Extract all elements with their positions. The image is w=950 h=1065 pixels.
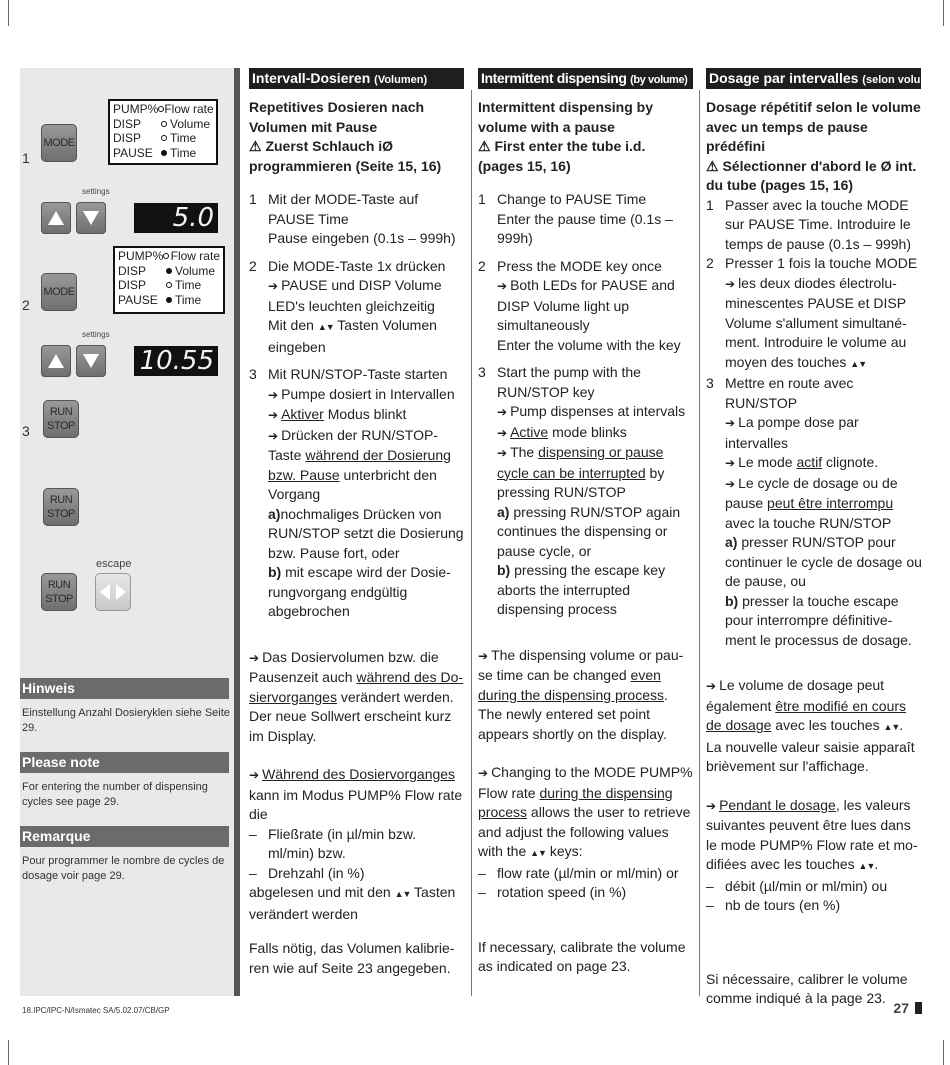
note-heading: Remarque xyxy=(20,826,229,847)
warning-icon: ⚠ xyxy=(478,138,491,154)
arrow-icon: ➔ xyxy=(497,446,508,460)
arrow-icon: ➔ xyxy=(706,798,717,813)
down-arrow-icon xyxy=(82,353,100,369)
up-down-icon: ▲▼ xyxy=(317,322,334,332)
up-down-icon: ▲▼ xyxy=(883,722,900,732)
left-right-arrow-icon xyxy=(98,582,128,602)
run-stop-key: RUN STOP xyxy=(43,400,79,438)
up-down-icon: ▲▼ xyxy=(858,861,875,871)
note-heading: Please note xyxy=(20,752,229,773)
paragraph: ➔ The dispensing volume or pau-se time can be changed even during the dispensing process. The newly entered set point appears shortly on the display. xyxy=(478,646,684,742)
arrow-icon: ➔ xyxy=(478,766,489,780)
escape-key xyxy=(95,573,131,611)
paragraph: If necessary, calibrate the volume as indicated on page 23. xyxy=(478,938,686,974)
section-subtitle: Dosage répétitif selon le volume avec un temps de pause prédéfini xyxy=(706,99,921,154)
step-item: 2 Press the MODE key once ➔ Both LEDs for PAUSE and DISP Volume light up simultaneously Enter the volume with the key xyxy=(478,257,681,353)
up-down-icon: ▲▼ xyxy=(850,358,867,369)
warning-icon: ⚠ xyxy=(249,138,262,154)
mode-key: MODE xyxy=(41,273,77,311)
column-heading-fr: Dosage par intervalles (selon volume) xyxy=(706,68,921,89)
arrow-icon: ➔ xyxy=(268,387,279,402)
arrow-icon: ➔ xyxy=(725,416,736,430)
paragraph: ➔ Während des Dosiervorganges kann im Modus PUMP% Flow rate die xyxy=(249,766,463,822)
warning-note: ⚠ Sélectionner d'abord le Ø int. du tube (pages 15, 16) xyxy=(706,157,917,193)
warning-icon: ⚠ xyxy=(706,157,719,174)
section-subtitle: Repetitives Dosieren nach Volumen mit Pause xyxy=(249,99,425,135)
value-list: – débit (µl/min or ml/min) ou – nb de tours (en %) xyxy=(706,877,888,913)
paragraph: abgelesen und mit den ▲▼ Tasten verändert werden xyxy=(249,884,456,922)
paragraph: ➔ Das Dosiervolumen bzw. die Pausenzeit auch während des Do-siervorganges verändert werden. Der neue Sollwert erscheint kurz im Display. xyxy=(249,648,464,744)
mode-key: MODE xyxy=(41,124,77,162)
run-stop-key: RUN STOP xyxy=(43,488,79,526)
arrow-icon: ➔ xyxy=(268,408,279,422)
value-list: – flow rate (µl/min or ml/min) or – rotation speed (in %) xyxy=(478,864,679,900)
up-down-icon: ▲▼ xyxy=(530,848,546,858)
step-item: 3 Mettre en route avec RUN/STOP ➔ La pompe dose par intervalles ➔ Le mode actif clignote. ➔ Le cycle de dosage ou de pause peut être interrompu avec la touche RUN/STOP a) presser RUN/STOP pour continuer le cycle de dosage ou de pause, ou b) presser la touche escape pour interrompre définitive-ment le processus de dosage. xyxy=(706,375,922,648)
paragraph: ➔ Changing to the MODE PUMP% Flow rate during the dispensing process allows the user to retrieve and adjust the following values with the ▲▼ keys: xyxy=(478,763,693,864)
section-subtitle: Intermittent dispensing by volume with a pause xyxy=(478,99,654,135)
up-key xyxy=(41,202,71,234)
column-heading-de: Intervall-Dosieren (Volumen) xyxy=(249,68,464,89)
arrow-icon: ➔ xyxy=(725,456,736,470)
lcd-display: 10.55 xyxy=(134,346,218,376)
step-item: 2 Die MODE-Taste 1x drücken ➔ PAUSE und DISP Volume LED's leuchten gleichzeitig Mit den ▲▼ Tasten Volumen eingeben xyxy=(249,257,446,355)
arrow-icon: ➔ xyxy=(497,425,508,440)
settings-label: settings xyxy=(82,330,110,339)
column-divider xyxy=(471,90,472,996)
crop-mark xyxy=(943,0,944,26)
column-de xyxy=(249,98,465,997)
run-stop-key: RUN STOP xyxy=(41,573,77,611)
up-arrow-icon xyxy=(47,353,65,369)
note-heading: Hinweis xyxy=(20,678,229,699)
crop-mark xyxy=(943,1040,944,1065)
paragraph: Falls nötig, das Volumen kalibrie-ren wie auf Seite 23 angegeben. xyxy=(249,940,455,976)
column-divider xyxy=(699,90,700,996)
note-text: For entering the number of dispensing cycles see page 29. xyxy=(22,781,208,808)
step-item: 3 Mit RUN/STOP-Taste starten ➔ Pumpe dosiert in Intervallen ➔ Aktiver Modus blinkt ➔ Drücken der RUN/STOP-Taste während der Dosierung bzw. Pause unterbricht den Vorgang a)nochmaliges Drücken von RUN/STOP setzt die Dosierung bzw. Pause fort, oder b) mit escape wird der Dosie-rungvorgang endgültig abgebrochen xyxy=(249,366,464,619)
escape-label: escape xyxy=(96,558,132,570)
footer-reference: 18.IPC/IPC-N/Ismatec SA/5.02.07/CB/GP xyxy=(22,1006,170,1015)
settings-label: settings xyxy=(82,187,110,196)
arrow-icon: ➔ xyxy=(725,276,736,291)
arrow-icon: ➔ xyxy=(268,428,279,443)
column-heading-en: Intermittent dispensing (by volume) xyxy=(478,68,693,89)
step-number: 2 xyxy=(22,297,30,313)
step-item: 1 Passer avec la touche MODE sur PAUSE Time. Introduire le temps de pause (0.1s – 999h) xyxy=(706,196,912,252)
step-number: 1 xyxy=(22,150,30,166)
warning-note: ⚠ Zuerst Schlauch iØ programmieren (Seite 15, 16) xyxy=(249,138,442,174)
lcd-display: 5.0 xyxy=(134,203,218,233)
column-fr xyxy=(706,98,922,1028)
step-item: 1 Change to PAUSE Time Enter the pause time (0.1s – 999h) xyxy=(478,191,673,246)
status-display: PUMP% Flow rate DISP Volume DISP Time PAUSE Time xyxy=(108,99,218,165)
paragraph: Si nécessaire, calibrer le volume comme indiqué à la page 23. xyxy=(706,970,908,1006)
down-key xyxy=(76,345,106,377)
up-arrow-icon xyxy=(47,210,65,226)
status-display: PUMP% Flow rate DISP Volume DISP Time PAUSE Time xyxy=(113,246,225,314)
up-key xyxy=(41,345,71,377)
warning-note: ⚠ First enter the tube i.d. (pages 15, 16) xyxy=(478,138,646,174)
arrow-icon: ➔ xyxy=(497,279,508,293)
arrow-icon: ➔ xyxy=(268,279,279,293)
arrow-icon: ➔ xyxy=(249,768,260,782)
arrow-icon: ➔ xyxy=(497,405,508,419)
crop-mark xyxy=(8,1040,9,1065)
column-en xyxy=(478,98,693,996)
page-number: 27 xyxy=(893,1000,922,1016)
down-key xyxy=(76,202,106,234)
crop-mark xyxy=(8,0,9,26)
page-marker xyxy=(915,1002,922,1014)
value-list: – Fließrate (in µl/min bzw. ml/min) bzw. – Drehzahl (in %) xyxy=(249,825,417,881)
sidebar-rule xyxy=(234,68,240,996)
step-number: 3 xyxy=(22,423,30,439)
down-arrow-icon xyxy=(82,210,100,226)
up-down-icon: ▲▼ xyxy=(394,889,411,899)
arrow-icon: ➔ xyxy=(478,648,489,663)
arrow-icon: ➔ xyxy=(249,650,260,665)
arrow-icon: ➔ xyxy=(725,476,736,491)
step-item: 2 Presser 1 fois la touche MODE ➔ les deux diodes électrolu-minescentes PAUSE et DISP Volume s'allument simultané-ment. Introduire le volume au moyen des touches ▲▼ xyxy=(706,254,922,374)
arrow-icon: ➔ xyxy=(706,679,717,693)
note-text: Einstellung Anzahl Dosieryklen siehe Seite 29. xyxy=(22,707,230,734)
paragraph: ➔ Le volume de dosage peut également être modifié en cours de dosage avec les touches ▲▼. La nouvelle valeur saisie apparaît brièvement sur l'affichage. xyxy=(706,677,915,774)
step-item: 3 Start the pump with the RUN/STOP key ➔ Pump dispenses at intervals ➔ Active mode blinks ➔ The dispensing or pause cycle can be interrupted by pressing RUN/STOP a) pressing RUN/STOP again continues the dispensing or pause cycle, or b) pressing the escape key aborts the interrupted dispensing process xyxy=(478,364,686,617)
note-text: Pour programmer le nombre de cycles de dosage voir page 29. xyxy=(22,855,225,882)
paragraph: ➔ Pendant le dosage, les valeurs suivantes peuvent être lues dans le mode PUMP% Flow rate et mo-difiées avec les touches ▲▼. xyxy=(706,796,922,877)
step-item: 1 Mit der MODE-Taste auf PAUSE Time Pause eingeben (0.1s – 999h) xyxy=(249,191,456,246)
